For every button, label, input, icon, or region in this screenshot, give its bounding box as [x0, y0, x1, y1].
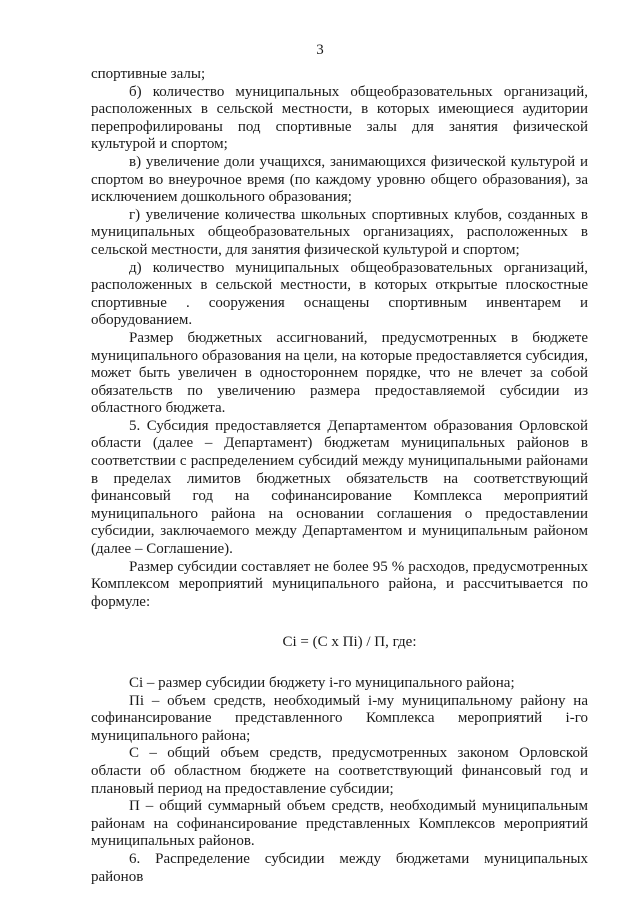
definition-ci: Сi – размер субсидии бюджету i-го муниципального района; — [129, 675, 515, 691]
paragraph-section-6: 6. Распределение субсидии между бюджетами муниципальных районов — [91, 850, 588, 885]
paragraph-item-b: б) количество муниципальных общеобразовательных организаций, расположенных в сельской местности, в которых имеющиеся аудитории перепрофилированы под спортивные залы для занятия физической культурой и спортом; — [91, 83, 588, 153]
paragraph-item-d: д) количество муниципальных общеобразовательных организаций, расположенных в сельской местности, в которых открытые плоскостные спортивные . сооружения оснащены спортивным инвентарем и оборудованием. — [91, 259, 588, 329]
paragraph-item-v: в) увеличение доли учащихся, занимающихся физической культурой и спортом во внеурочное время (по каждому уровню общего образования), за исключением дошкольного образования; — [91, 153, 588, 206]
paragraph-continuation: спортивные залы; — [91, 66, 206, 82]
paragraph-subsidy-size: Размер субсидии составляет не более 95 % расходов, предусмотренных Комплексом мероприятий муниципального района, и рассчитывается по формуле: — [91, 558, 588, 610]
paragraph-section-5: 5. Субсидия предоставляется Департаментом образования Орловской области (далее – Департамент) бюджетам муниципальных районов в соответствии с распределением субсидий между муниципальными районами в пределах лимитов бюджетных обязательств на соответствующий финансовый год на софинансирование Комплекса мероприятий муниципального района на основании соглашения о предоставлении субсидии, заключаемого между Департаментом и муниципальным районом (далее – Соглашение). — [91, 417, 588, 558]
paragraph-item-g: г) увеличение количества школьных спортивных клубов, созданных в муниципальных общеобразовательных организациях, расположенных в сельской местности, для занятия физической культурой и спортом; — [91, 206, 588, 258]
page-number: 3 — [316, 42, 324, 58]
subsidy-formula: Сi = (С х Пi) / П, где: — [282, 634, 417, 651]
paragraph-budget-allocation: Размер бюджетных ассигнований, предусмотренных в бюджете муниципального образования на цели, на которые предоставляется субсидия, может быть увеличен в одностороннем порядке, что не влечет за собой обязательств по увеличению размера предоставляемой субсидии из областного бюджета. — [91, 329, 588, 417]
definition-p: П – общий суммарный объем средств, необходимый муниципальным районам на софинансирование представленных Комплексов мероприятий муниципальных районов. — [91, 798, 588, 850]
definition-pi: Пi – объем средств, необходимый i-му муниципальному району на софинансирование представленного Комплекса мероприятий i-го муниципального района; — [91, 692, 588, 744]
document-body — [91, 66, 588, 886]
definition-c: С – общий объем средств, предусмотренных законом Орловской области об областном бюджете на соответствующий финансовый год и плановый период на предоставление субсидии; — [91, 745, 588, 797]
